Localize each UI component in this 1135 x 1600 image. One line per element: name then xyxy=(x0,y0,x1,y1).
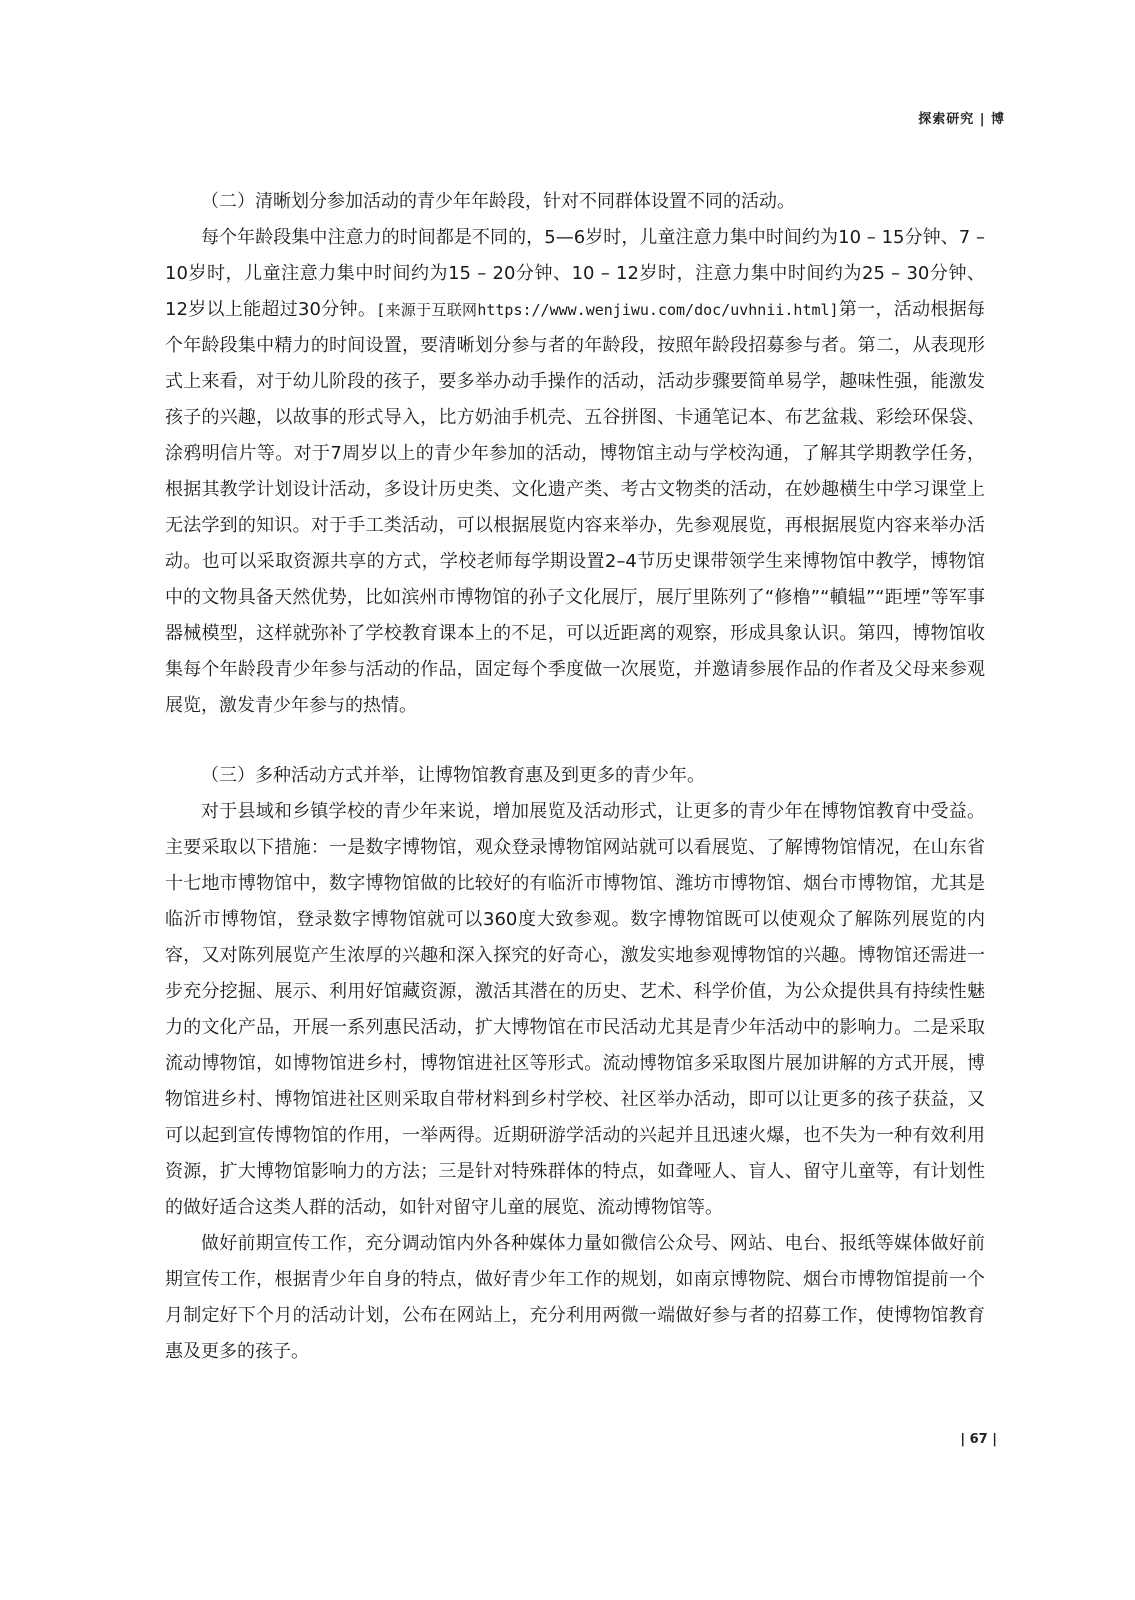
body-paragraph: 对于县域和乡镇学校的青少年来说，增加展览及活动形式，让更多的青少年在博物馆教育中受益。主要采取以下措施：一是数字博物馆，观众登录博物馆网站就可以看展览、了解博物馆情况，在山东省十七地市博物馆中，数字博物馆做的比较好的有临沂市博物馆、潍坊市博物馆、烟台市博物馆，尤其是临沂市博物馆，登录数字博物馆就可以360度大致参观。数字博物馆既可以使观众了解陈列展览的内容，又对陈列展览产生浓厚的兴趣和深入探究的好奇心，激发实地参观博物馆的兴趣。博物馆还需进一步充分挖掘、展示、利用好馆藏资源，激活其潜在的历史、艺术、科学价值，为公众提供具有持续性魅力的文化产品，开展一系列惠民活动，扩大博物馆在市民活动尤其是青少年活动中的影响力。二是采取流动博物馆，如博物馆进乡村，博物馆进社区等形式。流动博物馆多采取图片展加讲解的方式开展，博物馆进乡村、博物馆进社区则采取自带材料到乡村学校、社区举办活动，即可以让更多的孩子获益，又可以起到宣传博物馆的作用，一举两得。近期研游学活动的兴起并且迅速火爆，也不失为一种有效利用资源，扩大博物馆影响力的方法；三是针对特殊群体的特点，如聋哑人、盲人、留守儿童等，有计划性的做好适合这类人群的活动，如针对留守儿童的展览、流动博物馆等。 xyxy=(165,801,985,1218)
section-heading: （二）清晰划分参加活动的青少年年龄段，针对不同群体设置不同的活动。 xyxy=(201,191,795,212)
article-body xyxy=(165,184,985,1370)
paragraph-text: 第一，活动根据每个年龄段集中精力的时间设置，要清晰划分参与者的年龄段，按照年龄段招募参与者。第二，从表现形式上来看，对于幼儿阶段的孩子，要多举办动手操作的活动，活动步骤要简单易学，趣味性强，能激发孩子的兴趣，以故事的形式导入，比方奶油手机壳、五谷拼图、卡通笔记本、布艺盆栽、彩绘环保袋、涂鸦明信片等。对于7周岁以上的青少年参加的活动，博物馆主动与学校沟通，了解其学期教学任务，根据其教学计划设计活动，多设计历史类、文化遗产类、考古文物类的活动，在妙趣横生中学习课堂上无法学到的知识。对于手工类活动，可以根据展览内容来举办，先参观展览，再根据展览内容来举办活动。也可以采取资源共享的方式，学校老师每学期设置2–4节历史课带领学生来博物馆中教学，博物馆中的文物具备天然优势，比如滨州市博物馆的孙子文化展厅，展厅里陈列了“修橹”“轒辒”“距堙”等军事器械模型，这样就弥补了学校教育课本上的不足，可以近距离的观察，形成具象认识。第四，博物馆收集每个年龄段青少年参与活动的作品，固定每个季度做一次展览，并邀请参展作品的作者及父母来参观展览，激发青少年参与的热情。 xyxy=(165,299,986,716)
running-header: 探索研究 | 博 xyxy=(918,112,1005,127)
section-3 xyxy=(165,758,985,1370)
body-paragraph: 做好前期宣传工作，充分调动馆内外各种媒体力量如微信公众号、网站、电台、报纸等媒体做好前期宣传工作，根据青少年自身的特点，做好青少年工作的规划，如南京博物院、烟台市博物馆提前一个月制定好下个月的活动计划，公布在网站上，充分利用两微一端做好参与者的招募工作，使博物馆教育惠及更多的孩子。 xyxy=(165,1233,985,1362)
section-heading: （三）多种活动方式并举，让博物馆教育惠及到更多的青少年。 xyxy=(201,765,705,786)
section-2 xyxy=(165,184,985,724)
body-paragraph xyxy=(165,220,985,724)
paragraph-text: 每个年龄段集中注意力的时间都是不同的，5—6岁时，儿童注意力集中时间约为10 – 15分钟、7 – 10岁时，儿童注意力集中时间约为15 – 20分钟、10 – 12岁时，注意力集中时间约为25 – 30分钟、12岁以上能超过30分钟。 xyxy=(165,227,985,320)
page-number: | 67 | xyxy=(960,1432,997,1447)
source-note: [来源于互联网https://www.wenjiwu.com/doc/uvhnii.html] xyxy=(376,301,839,319)
